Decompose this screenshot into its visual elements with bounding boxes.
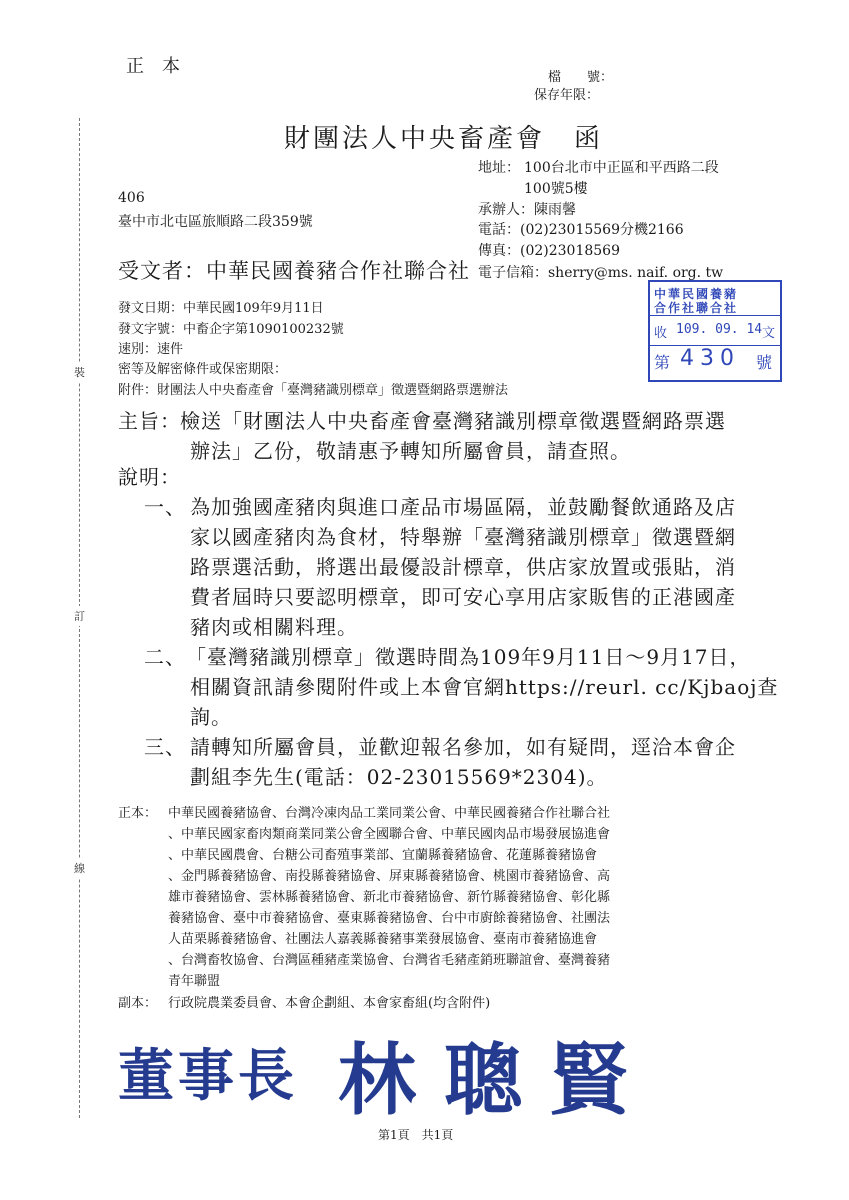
binding-mark-xian: 線 bbox=[74, 858, 85, 878]
speed-level: 速別：速件 bbox=[118, 342, 184, 357]
item-2-line-3: 詢。 bbox=[190, 705, 232, 729]
binding-mark-ding: 訂 bbox=[74, 606, 85, 626]
signature-name: 林聰賢 bbox=[338, 1035, 657, 1126]
binding-mark-zhuang: 裝 bbox=[74, 362, 85, 382]
document-title: 財團法人中央畜產會 函 bbox=[284, 124, 604, 154]
item-1-line-4: 費者屆時只要認明標章，即可安心享用店家販售的正港國產 bbox=[190, 585, 736, 609]
sender-address-line2: 100號5樓 bbox=[524, 181, 588, 197]
stamp-number: 430 bbox=[680, 346, 740, 371]
sender-contact: 承辦人：陳雨馨 bbox=[478, 202, 576, 218]
sender-email: 電子信箱：sherry@ms. naif. org. tw bbox=[478, 265, 724, 281]
item-1-line-1: 為加強國產豬肉與進口產品市場區隔，並鼓勵餐飲通路及店 bbox=[190, 495, 736, 519]
stamp-date: 109. 09. 14 bbox=[676, 322, 763, 337]
page-info: 第1頁 共1頁 bbox=[378, 1128, 454, 1142]
cc-main-line-1: 中華民國養豬協會、台灣冷凍肉品工業同業公會、中華民國養豬合作社聯合社 bbox=[168, 806, 611, 821]
item-number-2: 二、 bbox=[144, 645, 186, 669]
cc-copy-text: 行政院農業委員會、本會企劃組、本會家畜組(均含附件) bbox=[168, 996, 491, 1011]
copy-type-label: 正 本 bbox=[126, 56, 180, 77]
item-1-line-5: 豬肉或相關料理。 bbox=[190, 615, 358, 639]
cc-main-line-7: 人苗栗縣養豬協會、社團法人嘉義縣養豬事業發展協會、臺南市養豬協進會 bbox=[168, 932, 598, 947]
subject-line-1: 檢送「財團法人中央畜產會臺灣豬識別標章徵選暨網路票選 bbox=[180, 409, 726, 433]
recipient-address: 臺中市北屯區旅順路二段359號 bbox=[118, 214, 313, 230]
signature-title: 董事長 bbox=[118, 1043, 298, 1109]
cc-copy-label: 副本： bbox=[118, 996, 158, 1011]
item-1-line-2: 家以國產豬肉為食材，特舉辦「臺灣豬識別標章」徵選暨網 bbox=[190, 525, 736, 549]
chairman-signature bbox=[118, 1018, 718, 1126]
recipient-postal-code: 406 bbox=[118, 190, 145, 206]
sender-address-label: 地址： bbox=[478, 160, 520, 176]
cc-main-line-4: 、金門縣養豬協會、南投縣養豬協會、屏東縣養豬協會、桃園市養豬協會、高 bbox=[168, 869, 611, 884]
secrecy-level: 密等及解密條件或保密期限： bbox=[118, 362, 288, 377]
item-3-line-1: 請轉知所屬會員，並歡迎報名參加，如有疑問，逕洽本會企 bbox=[190, 735, 736, 759]
stamp-no-label: 第 bbox=[654, 353, 671, 372]
subject-line-2: 辦法」乙份，敬請惠予轉知所屬會員，請查照。 bbox=[190, 439, 631, 463]
retention-label: 保存年限： bbox=[534, 88, 600, 103]
cc-main-label: 正本： bbox=[118, 806, 158, 821]
stamp-hao: 號 bbox=[756, 353, 773, 372]
sender-phone: 電話：(02)23015569分機2166 bbox=[478, 222, 684, 238]
item-2-line-1: 「臺灣豬識別標章」徵選時間為109年9月11日～9月17日， bbox=[186, 645, 751, 669]
item-1-line-3: 路票選活動，將選出最優設計標章，供店家放置或張貼，消 bbox=[190, 555, 736, 579]
cc-main-line-3: 、中華民國農會、台糖公司畜殖事業部、宜蘭縣養豬協會、花蓮縣養豬協會 bbox=[168, 848, 598, 863]
cc-main-line-2: 、中華民國家畜肉類商業同業公會全國聯合會、中華民國肉品市場發展協進會 bbox=[168, 827, 611, 842]
sender-address-line1: 100台北市中正區和平西路二段 bbox=[524, 160, 719, 176]
item-2-line-2: 相關資訊請參閱附件或上本會官網https://reurl. cc/Kjbaoj查 bbox=[190, 675, 779, 699]
cc-main-line-6: 養豬協會、臺中市養豬協會、臺東縣養豬協會、台中市廚餘養豬協會、社團法 bbox=[168, 911, 611, 926]
issue-date: 發文日期：中華民國109年9月11日 bbox=[118, 301, 324, 316]
file-number-label: 檔 號： bbox=[548, 70, 614, 85]
document-number: 發文字號：中畜企字第1090100232號 bbox=[118, 322, 344, 337]
item-number-1: 一、 bbox=[144, 495, 186, 519]
attachment-line: 附件：財團法人中央畜產會「臺灣豬識別標章」徵選暨網路票選辦法 bbox=[118, 383, 509, 398]
subject-label: 主旨： bbox=[118, 409, 181, 433]
stamp-doc-char: 文 bbox=[762, 326, 776, 341]
stamp-receipt-char: 收 bbox=[654, 326, 668, 341]
stamp-org-line1: 中華民國養豬 bbox=[654, 287, 739, 301]
item-number-3: 三、 bbox=[144, 735, 186, 759]
cc-main-line-5: 雄市養豬協會、雲林縣養豬協會、新北市養豬協會、新竹縣養豬協會、彰化縣 bbox=[168, 890, 611, 905]
stamp-org-line2: 合作社聯合社 bbox=[654, 301, 739, 315]
cc-main-line-8: 、台灣畜牧協會、台灣區種豬產業協會、台灣省毛豬產銷班聯誼會、臺灣養豬 bbox=[168, 953, 611, 968]
cc-main-line-9: 青年聯盟 bbox=[168, 974, 221, 989]
receipt-stamp bbox=[648, 280, 782, 382]
item-3-line-2: 劃組李先生(電話：02-23015569*2304)。 bbox=[190, 765, 608, 789]
explanation-label: 說明： bbox=[118, 465, 181, 489]
sender-fax: 傳真：(02)23018569 bbox=[478, 243, 620, 259]
recipient-label: 受文者：中華民國養豬合作社聯合社 bbox=[118, 259, 470, 283]
